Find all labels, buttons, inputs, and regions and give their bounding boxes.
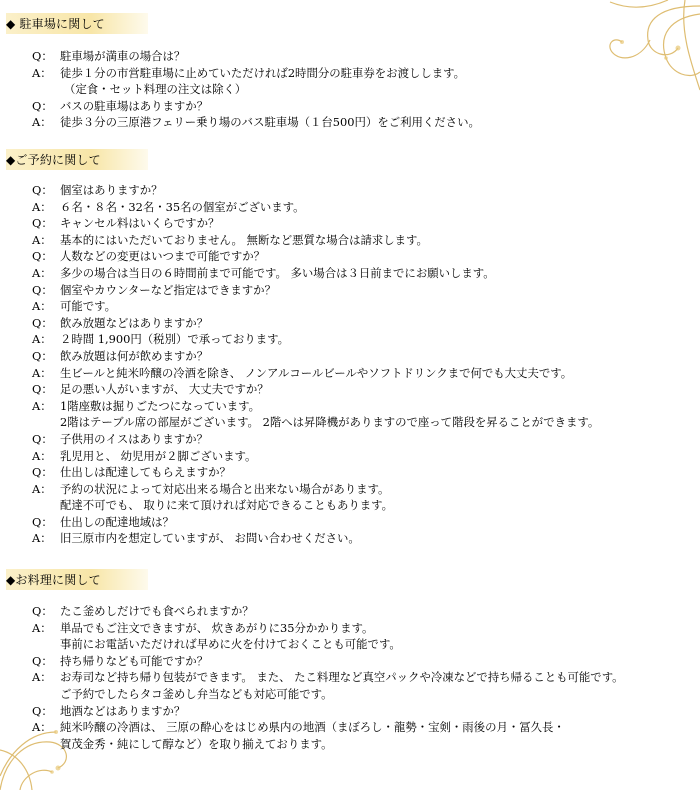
line-text: 単品でもご注文できますが、 炊きあがりに35分かかります。 — [60, 620, 374, 635]
qa-line — [32, 497, 692, 514]
qa-line — [32, 431, 692, 448]
line-text: 飲み放題などはありますか？ — [60, 315, 209, 330]
line-marker: Q： — [32, 382, 53, 397]
line-text: 旧三原市内を想定していますが、 お問い合わせください。 — [60, 531, 360, 546]
qa-line — [32, 365, 692, 382]
qa-line — [32, 232, 692, 249]
section-header-cuisine — [6, 569, 148, 590]
qa-line — [32, 182, 692, 199]
line-marker: Q： — [32, 604, 53, 618]
line-marker: Q： — [32, 653, 53, 668]
line-text: 2階はテーブル席の部屋がございます。 2階へは昇降機がありますので座って階段を昇ることができます。 — [60, 415, 600, 430]
section-header-reservation — [6, 149, 148, 170]
qa-line — [32, 348, 692, 365]
line-text: 多少の場合は当日の６時間前まで可能です。 多い場合は３日前までにお願いします。 — [60, 265, 495, 280]
line-marker: Q： — [32, 315, 53, 330]
line-text: 事前にお電話いただければ早めに火を付けておくことも可能です。 — [60, 637, 401, 652]
section-title: ◆お料理に関して — [6, 573, 101, 587]
line-marker: Q： — [32, 431, 53, 446]
line-text: 1階座敷は掘りごたつになっています。 — [60, 398, 260, 413]
qa-list-parking — [32, 48, 692, 131]
line-text: 徒歩３分の三原港フェリー乗り場のバス駐車場（１台500円）をご利用ください。 — [60, 115, 480, 130]
line-text: 人数などの変更はいつまで可能ですか？ — [60, 249, 266, 264]
line-text: 駐車場が満車の場合は？ — [60, 49, 186, 63]
line-marker: A： — [32, 448, 52, 463]
line-text: 持ち帰りなども可能ですか？ — [60, 653, 209, 668]
line-marker: Q： — [32, 514, 53, 529]
line-marker: A： — [32, 299, 52, 314]
line-marker: Q： — [32, 49, 53, 63]
qa-line — [32, 719, 692, 736]
line-text: 徒歩１分の市営駐車場に止めていただければ2時間分の駐車券をお渡しします。 — [60, 65, 466, 80]
line-marker: Q： — [32, 703, 53, 718]
line-text: 生ビールと純米吟醸の冷酒を除き、 ノンアルコールビールやソフトドリンクまで何でも大丈夫です。 — [60, 365, 573, 380]
section-title: ◆ご予約に関して — [6, 153, 101, 167]
line-marker: Q： — [32, 183, 53, 197]
qa-list-cuisine — [32, 603, 692, 752]
line-text: 乳児用と、 幼児用が２脚ございます。 — [60, 448, 257, 463]
qa-line — [32, 481, 692, 498]
qa-line — [32, 620, 692, 637]
section-header-parking — [6, 13, 148, 34]
qa-line — [32, 514, 692, 531]
line-text: 仕出しの配達地域は？ — [60, 514, 174, 529]
line-marker: A： — [32, 199, 52, 214]
line-text: 個室はありますか？ — [60, 183, 163, 197]
qa-line — [32, 703, 692, 720]
line-marker: A： — [32, 670, 52, 685]
qa-line — [32, 686, 692, 703]
line-marker: A： — [32, 65, 52, 80]
line-text: 基本的にはいただいておりません。 無断など悪質な場合は請求します。 — [60, 232, 428, 247]
line-text: 可能です。 — [60, 299, 117, 314]
qa-line — [32, 248, 692, 265]
qa-line — [32, 414, 692, 431]
line-text: ご予約でしたらタコ釜めし弁当なども対応可能です。 — [60, 686, 333, 701]
qa-line — [32, 298, 692, 315]
qa-line — [32, 265, 692, 282]
line-text: 賀茂金秀・純にして醇など）を取り揃えております。 — [60, 736, 333, 751]
line-text: 仕出しは配達してもらえますか？ — [60, 465, 231, 480]
line-marker: Q： — [32, 465, 53, 480]
qa-line — [32, 398, 692, 415]
line-text: たこ釜めしだけでも食べられますか？ — [60, 604, 254, 618]
line-marker: Q： — [32, 282, 53, 297]
qa-line — [32, 464, 692, 481]
qa-line — [32, 653, 692, 670]
qa-line — [32, 636, 692, 653]
line-marker: A： — [32, 398, 52, 413]
line-text: 飲み放題は何が飲めますか？ — [60, 348, 209, 363]
line-marker: A： — [32, 720, 52, 735]
line-text: 予約の状況によって対応出来る場合と出来ない場合があります。 — [60, 481, 390, 496]
line-text: 個室やカウンターなど指定はできますか？ — [60, 282, 276, 297]
qa-list-reservation — [32, 182, 692, 547]
line-marker: A： — [32, 531, 52, 546]
line-text: 配達不可でも、 取りに来て頂ければ対応できることもあります。 — [60, 498, 394, 513]
line-text: 地酒などはありますか？ — [60, 703, 186, 718]
qa-line — [32, 215, 692, 232]
line-marker: A： — [32, 620, 52, 635]
line-marker: A： — [32, 265, 52, 280]
line-text: 子供用のイスはありますか？ — [60, 431, 208, 446]
qa-line — [32, 381, 692, 398]
line-marker: A： — [32, 115, 52, 130]
line-text: ２時間 1,900円（税別）で承っております。 — [60, 332, 289, 347]
line-marker: Q： — [32, 98, 53, 113]
qa-line — [32, 669, 692, 686]
qa-line — [32, 331, 692, 348]
qa-line — [32, 65, 692, 82]
line-text: お寿司など持ち帰り包装ができます。 また、 たこ料理など真空パックや冷凍などで持ち帰ることも可能です。 — [60, 670, 624, 685]
qa-line — [32, 736, 692, 753]
line-marker: Q： — [32, 348, 53, 363]
qa-line — [32, 48, 692, 65]
line-text: ６名・８名・32名・35名の個室がございます。 — [60, 199, 305, 214]
qa-line — [32, 282, 692, 299]
qa-line — [32, 315, 692, 332]
qa-line — [32, 530, 692, 547]
section-title: ◆ 駐車場に関して — [6, 17, 105, 31]
line-marker: Q： — [32, 249, 53, 264]
line-text: 純米吟醸の冷酒は、 三原の酔心をはじめ県内の地酒（まぼろし・龍勢・宝剣・雨後の月・冨久長・ — [60, 720, 565, 735]
line-marker: A： — [32, 481, 52, 496]
line-text: バスの駐車場はありますか？ — [60, 98, 209, 113]
qa-line — [32, 603, 692, 620]
qa-line — [32, 199, 692, 216]
qa-line — [32, 98, 692, 115]
line-text: （定食・セット料理の注文は除く） — [64, 82, 247, 97]
line-text: 足の悪い人がいますが、 大丈夫ですか？ — [60, 382, 269, 397]
line-marker: A： — [32, 232, 52, 247]
line-text: キャンセル料はいくらですか？ — [60, 216, 220, 231]
qa-line — [32, 114, 692, 131]
qa-line — [32, 81, 692, 98]
line-marker: A： — [32, 365, 52, 380]
line-marker: A： — [32, 332, 52, 347]
qa-line — [32, 448, 692, 465]
line-marker: Q： — [32, 216, 53, 231]
